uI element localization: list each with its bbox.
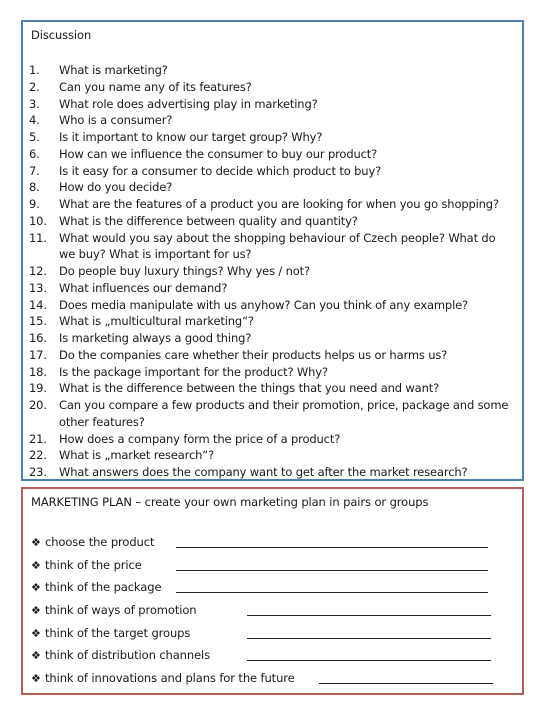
question-item bbox=[29, 313, 515, 330]
question-item bbox=[29, 62, 515, 79]
question-item bbox=[29, 464, 515, 481]
question-item bbox=[29, 431, 515, 448]
question-item bbox=[29, 196, 515, 213]
diamond-bullet-icon: ❖ bbox=[31, 604, 41, 618]
question-text: What is „multicultural marketing“? bbox=[59, 314, 254, 329]
question-text: Do people buy luxury things? Why yes / not? bbox=[59, 264, 310, 278]
answer-blank-line[interactable] bbox=[176, 570, 488, 571]
plan-task-label: choose the product bbox=[45, 535, 155, 549]
question-text: How do you decide? bbox=[59, 180, 173, 195]
question-number: 13. bbox=[29, 280, 47, 295]
diamond-bullet-icon: ❖ bbox=[31, 672, 41, 686]
question-text: Do the companies care whether their products helps us or harms us? bbox=[59, 347, 448, 362]
question-number: 22. bbox=[29, 448, 47, 463]
discussion-box bbox=[21, 20, 524, 481]
plan-task-label: think of innovations and plans for the future bbox=[45, 671, 295, 686]
question-number: 16. bbox=[29, 331, 47, 345]
answer-blank-line[interactable] bbox=[247, 615, 491, 616]
plan-task bbox=[31, 576, 511, 599]
question-item bbox=[29, 129, 515, 146]
marketing-plan-box bbox=[21, 487, 524, 695]
question-item bbox=[29, 163, 515, 180]
question-item bbox=[29, 263, 515, 280]
question-item bbox=[29, 112, 515, 129]
question-item bbox=[29, 397, 515, 431]
question-text: Is marketing always a good thing? bbox=[59, 331, 252, 345]
question-text: What is „market research“? bbox=[59, 448, 215, 463]
plan-task-list bbox=[31, 531, 511, 690]
question-text: Is it easy for a consumer to decide which product to buy? bbox=[59, 163, 382, 178]
question-item bbox=[29, 213, 515, 230]
plan-task-label: think of the package bbox=[45, 580, 162, 595]
plan-task-label: think of the target groups bbox=[45, 625, 191, 640]
question-item bbox=[29, 297, 515, 314]
question-item bbox=[29, 280, 515, 297]
question-text: What is the difference between quality and quantity? bbox=[59, 213, 358, 228]
question-number: 18. bbox=[29, 364, 47, 379]
question-number: 23. bbox=[29, 465, 47, 479]
question-text: Who is a consumer? bbox=[59, 113, 173, 128]
question-number: 19. bbox=[29, 381, 47, 396]
question-item bbox=[29, 330, 515, 347]
answer-blank-line[interactable] bbox=[247, 660, 491, 661]
question-item bbox=[29, 230, 515, 264]
question-number: 5. bbox=[29, 130, 40, 144]
question-text: Does media manipulate with us anyhow? Can you think of any example? bbox=[59, 297, 469, 312]
question-number: 8. bbox=[29, 180, 40, 195]
question-number: 17. bbox=[29, 347, 47, 362]
question-text: Is it important to know our target group? Why? bbox=[59, 130, 323, 144]
question-item bbox=[29, 146, 515, 163]
question-number: 21. bbox=[29, 431, 47, 446]
question-number: 9. bbox=[29, 197, 40, 211]
question-number: 1. bbox=[29, 63, 40, 77]
plan-task bbox=[31, 622, 511, 645]
question-text: Can you compare a few products and their promotion, price, package and some other features? bbox=[59, 398, 509, 429]
question-number: 7. bbox=[29, 163, 40, 178]
plan-task-label: think of ways of promotion bbox=[45, 603, 197, 618]
question-text: What answers does the company want to get after the market research? bbox=[59, 465, 468, 479]
plan-task bbox=[31, 667, 511, 690]
question-number: 20. bbox=[29, 398, 47, 412]
question-text: What would you say about the shopping behaviour of Czech people? What do we buy? What is important for us? bbox=[59, 230, 496, 262]
plan-task bbox=[31, 554, 511, 577]
question-number: 4. bbox=[29, 113, 40, 128]
discussion-heading: Discussion bbox=[31, 28, 92, 42]
question-item bbox=[29, 364, 515, 381]
answer-blank-line[interactable] bbox=[176, 592, 488, 593]
answer-blank-line[interactable] bbox=[176, 547, 488, 548]
plan-task-label: think of distribution channels bbox=[45, 648, 211, 663]
plan-task bbox=[31, 644, 511, 667]
question-number: 15. bbox=[29, 314, 47, 329]
answer-blank-line[interactable] bbox=[319, 683, 493, 684]
answer-blank-line[interactable] bbox=[247, 638, 491, 639]
question-text: What is the difference between the things that you need and want? bbox=[59, 381, 440, 396]
diamond-bullet-icon: ❖ bbox=[31, 558, 41, 572]
diamond-bullet-icon: ❖ bbox=[31, 536, 41, 549]
question-item bbox=[29, 79, 515, 96]
question-number: 2. bbox=[29, 79, 40, 94]
question-number: 14. bbox=[29, 297, 47, 312]
question-item bbox=[29, 179, 515, 196]
question-text: What is marketing? bbox=[59, 63, 168, 77]
question-number: 6. bbox=[29, 146, 40, 161]
plan-task-label: think of the price bbox=[45, 557, 142, 572]
question-text: How can we influence the consumer to buy our product? bbox=[59, 146, 378, 161]
question-text: What role does advertising play in marketing? bbox=[59, 96, 318, 111]
plan-task bbox=[31, 531, 511, 554]
plan-task bbox=[31, 599, 511, 622]
question-number: 12. bbox=[29, 264, 47, 278]
question-item bbox=[29, 347, 515, 364]
question-item bbox=[29, 447, 515, 464]
question-number: 11. bbox=[29, 230, 47, 245]
diamond-bullet-icon: ❖ bbox=[31, 581, 41, 595]
question-text: Is the package important for the product? Why? bbox=[59, 364, 328, 379]
marketing-plan-heading: MARKETING PLAN – create your own marketing plan in pairs or groups bbox=[31, 495, 429, 509]
question-text: What are the features of a product you are looking for when you go shopping? bbox=[59, 197, 499, 211]
question-list bbox=[29, 62, 515, 481]
diamond-bullet-icon: ❖ bbox=[31, 649, 41, 663]
question-text: What influences our demand? bbox=[59, 280, 228, 295]
question-text: How does a company form the price of a product? bbox=[59, 431, 341, 446]
question-number: 10. bbox=[29, 213, 47, 228]
question-number: 3. bbox=[29, 96, 40, 111]
diamond-bullet-icon: ❖ bbox=[31, 626, 41, 640]
question-item bbox=[29, 380, 515, 397]
question-item bbox=[29, 96, 515, 113]
question-text: Can you name any of its features? bbox=[59, 79, 252, 94]
